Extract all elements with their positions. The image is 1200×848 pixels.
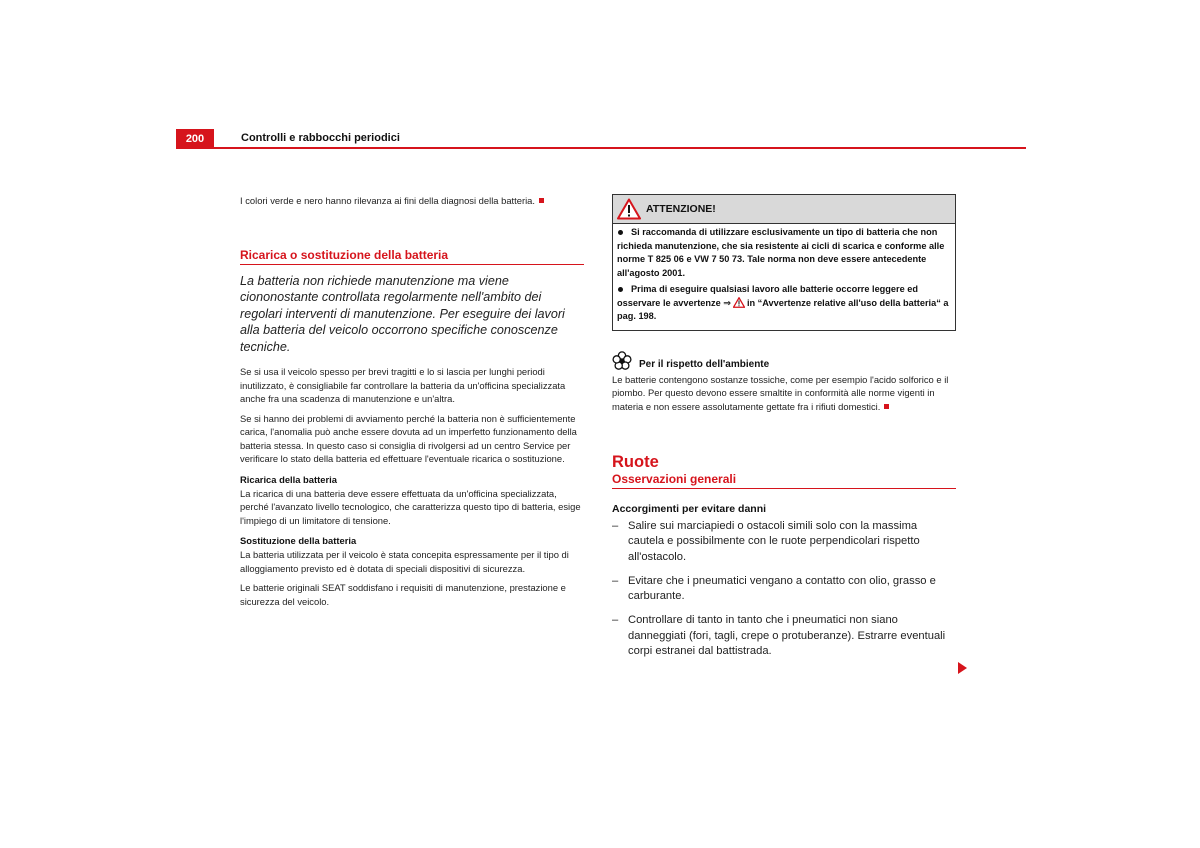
environment-header: [612, 351, 956, 371]
red-square-icon: [539, 198, 544, 203]
paragraph: Le batterie originali SEAT soddisfano i requisiti di manutenzione, prestazione e sicurezza del veicolo.: [240, 582, 566, 607]
environment-title: Per il rispetto dell'ambiente: [639, 358, 770, 370]
warning-box: [612, 194, 956, 331]
paragraph: La batteria utilizzata per il veicolo è stata concepita espressamente per il tipo di alloggiamento previsto ed è dotata di speciali dispositivi di sicurezza.: [240, 549, 569, 574]
right-column: [612, 194, 956, 668]
warning-header: [613, 195, 955, 224]
section-title-general: Osservazioni generali: [612, 472, 956, 489]
warning-body: [613, 224, 955, 330]
warning-reference-icon[interactable]: [733, 297, 745, 308]
subheading-charging: Ricarica della batteria: [240, 473, 337, 485]
bullet-icon: [618, 230, 623, 235]
left-column: [240, 194, 584, 614]
page-header: [176, 129, 1026, 149]
warning-triangle-icon: [617, 198, 641, 220]
subheading-avoid-damage: Accorgimenti per evitare danni: [612, 503, 767, 515]
warning-title: ATTENZIONE!: [646, 203, 716, 215]
paragraph: Se si hanno dei problemi di avviamento perché la batteria non è sufficientemente carica, l'anomalia può anche essere dovuta ad un imperfetto funzionamento della batteria stessa. In questo caso si consiglia di rivolgersi ad un centro Service per verificare lo stato della batteria ed effettuare l'eventuale ricarica o sostituzione.: [240, 412, 577, 464]
paragraph: La ricarica di una batteria deve essere effettuata da un'officina specializzata, perché l'avanzato livello tecnologico, che caratterizza questo tipo di batteria, esige l'impiego di un limitatore di tensione.: [240, 487, 581, 526]
header-title: Controlli e rabbocchi periodici: [241, 132, 400, 144]
page-number: 200: [176, 129, 214, 149]
list-item: – Controllare di tanto in tanto che i pneumatici non siano danneggiati (fori, tagli, crepe o protuberanze). Estrarre eventuali corpi estranei dal battistrada.: [612, 614, 946, 658]
warning-item: Si raccomanda di utilizzare esclusivamente un tipo di batteria che non richieda manutenzione, che sia resistente ai cicli di scarica e conforme alle norme T 825 06 e VW 7 50 73. Tale norma non deve essere antecedente all'agosto 2001.: [617, 227, 945, 278]
warning-item: Prima di eseguire qualsiasi lavoro alle batterie occorre leggere ed osservare le avvertenze ⇒ in “Avvertenze relative all'uso della batteria“ a pag. 198.: [617, 284, 949, 321]
list-item: – Salire sui marciapiedi o ostacoli simili solo con la massima cautela e possibilmente con le ruote perpendicolari rispetto all'ostacolo.: [612, 520, 920, 563]
paragraph: Se si usa il veicolo spesso per brevi tragitti e lo si lascia per lunghi periodi inutilizzato, è consigliabile far controllare la batteria da un'officina specializzata anche fra una scadenza di manutenzione e un'altra.: [240, 366, 566, 404]
bullet-icon: [618, 287, 623, 292]
header-rule: [214, 147, 1026, 149]
intro-line: I colori verde e nero hanno rilevanza ai fini della diagnosi della batteria.: [240, 194, 584, 208]
next-page-arrow-icon[interactable]: [957, 662, 967, 674]
red-square-icon: [884, 404, 889, 409]
environment-text: Le batterie contengono sostanze tossiche, come per esempio l'acido solforico e il piombo. Per questo devono essere smaltite in conformità alle norme vigenti in materia e non essere assolutamente gettate fra i rifiuti domestici.: [612, 373, 949, 412]
section-title-battery: Ricarica o sostituzione della batteria: [240, 248, 584, 265]
subheading-replacement: Sostituzione della batteria: [240, 535, 357, 546]
chapter-title-wheels: Ruote: [612, 453, 659, 471]
list-item: – Evitare che i pneumatici vengano a contatto con olio, grasso e carburante.: [612, 574, 936, 603]
flower-icon: [612, 351, 632, 371]
italic-intro: La batteria non richiede manutenzione ma viene ciononostante controllata regolarmente nell'ambito dei regolari interventi di manutenzione. Per eseguire dei lavori alla batteria del veicolo occorrono specifiche conoscenze tecniche.: [240, 273, 565, 354]
